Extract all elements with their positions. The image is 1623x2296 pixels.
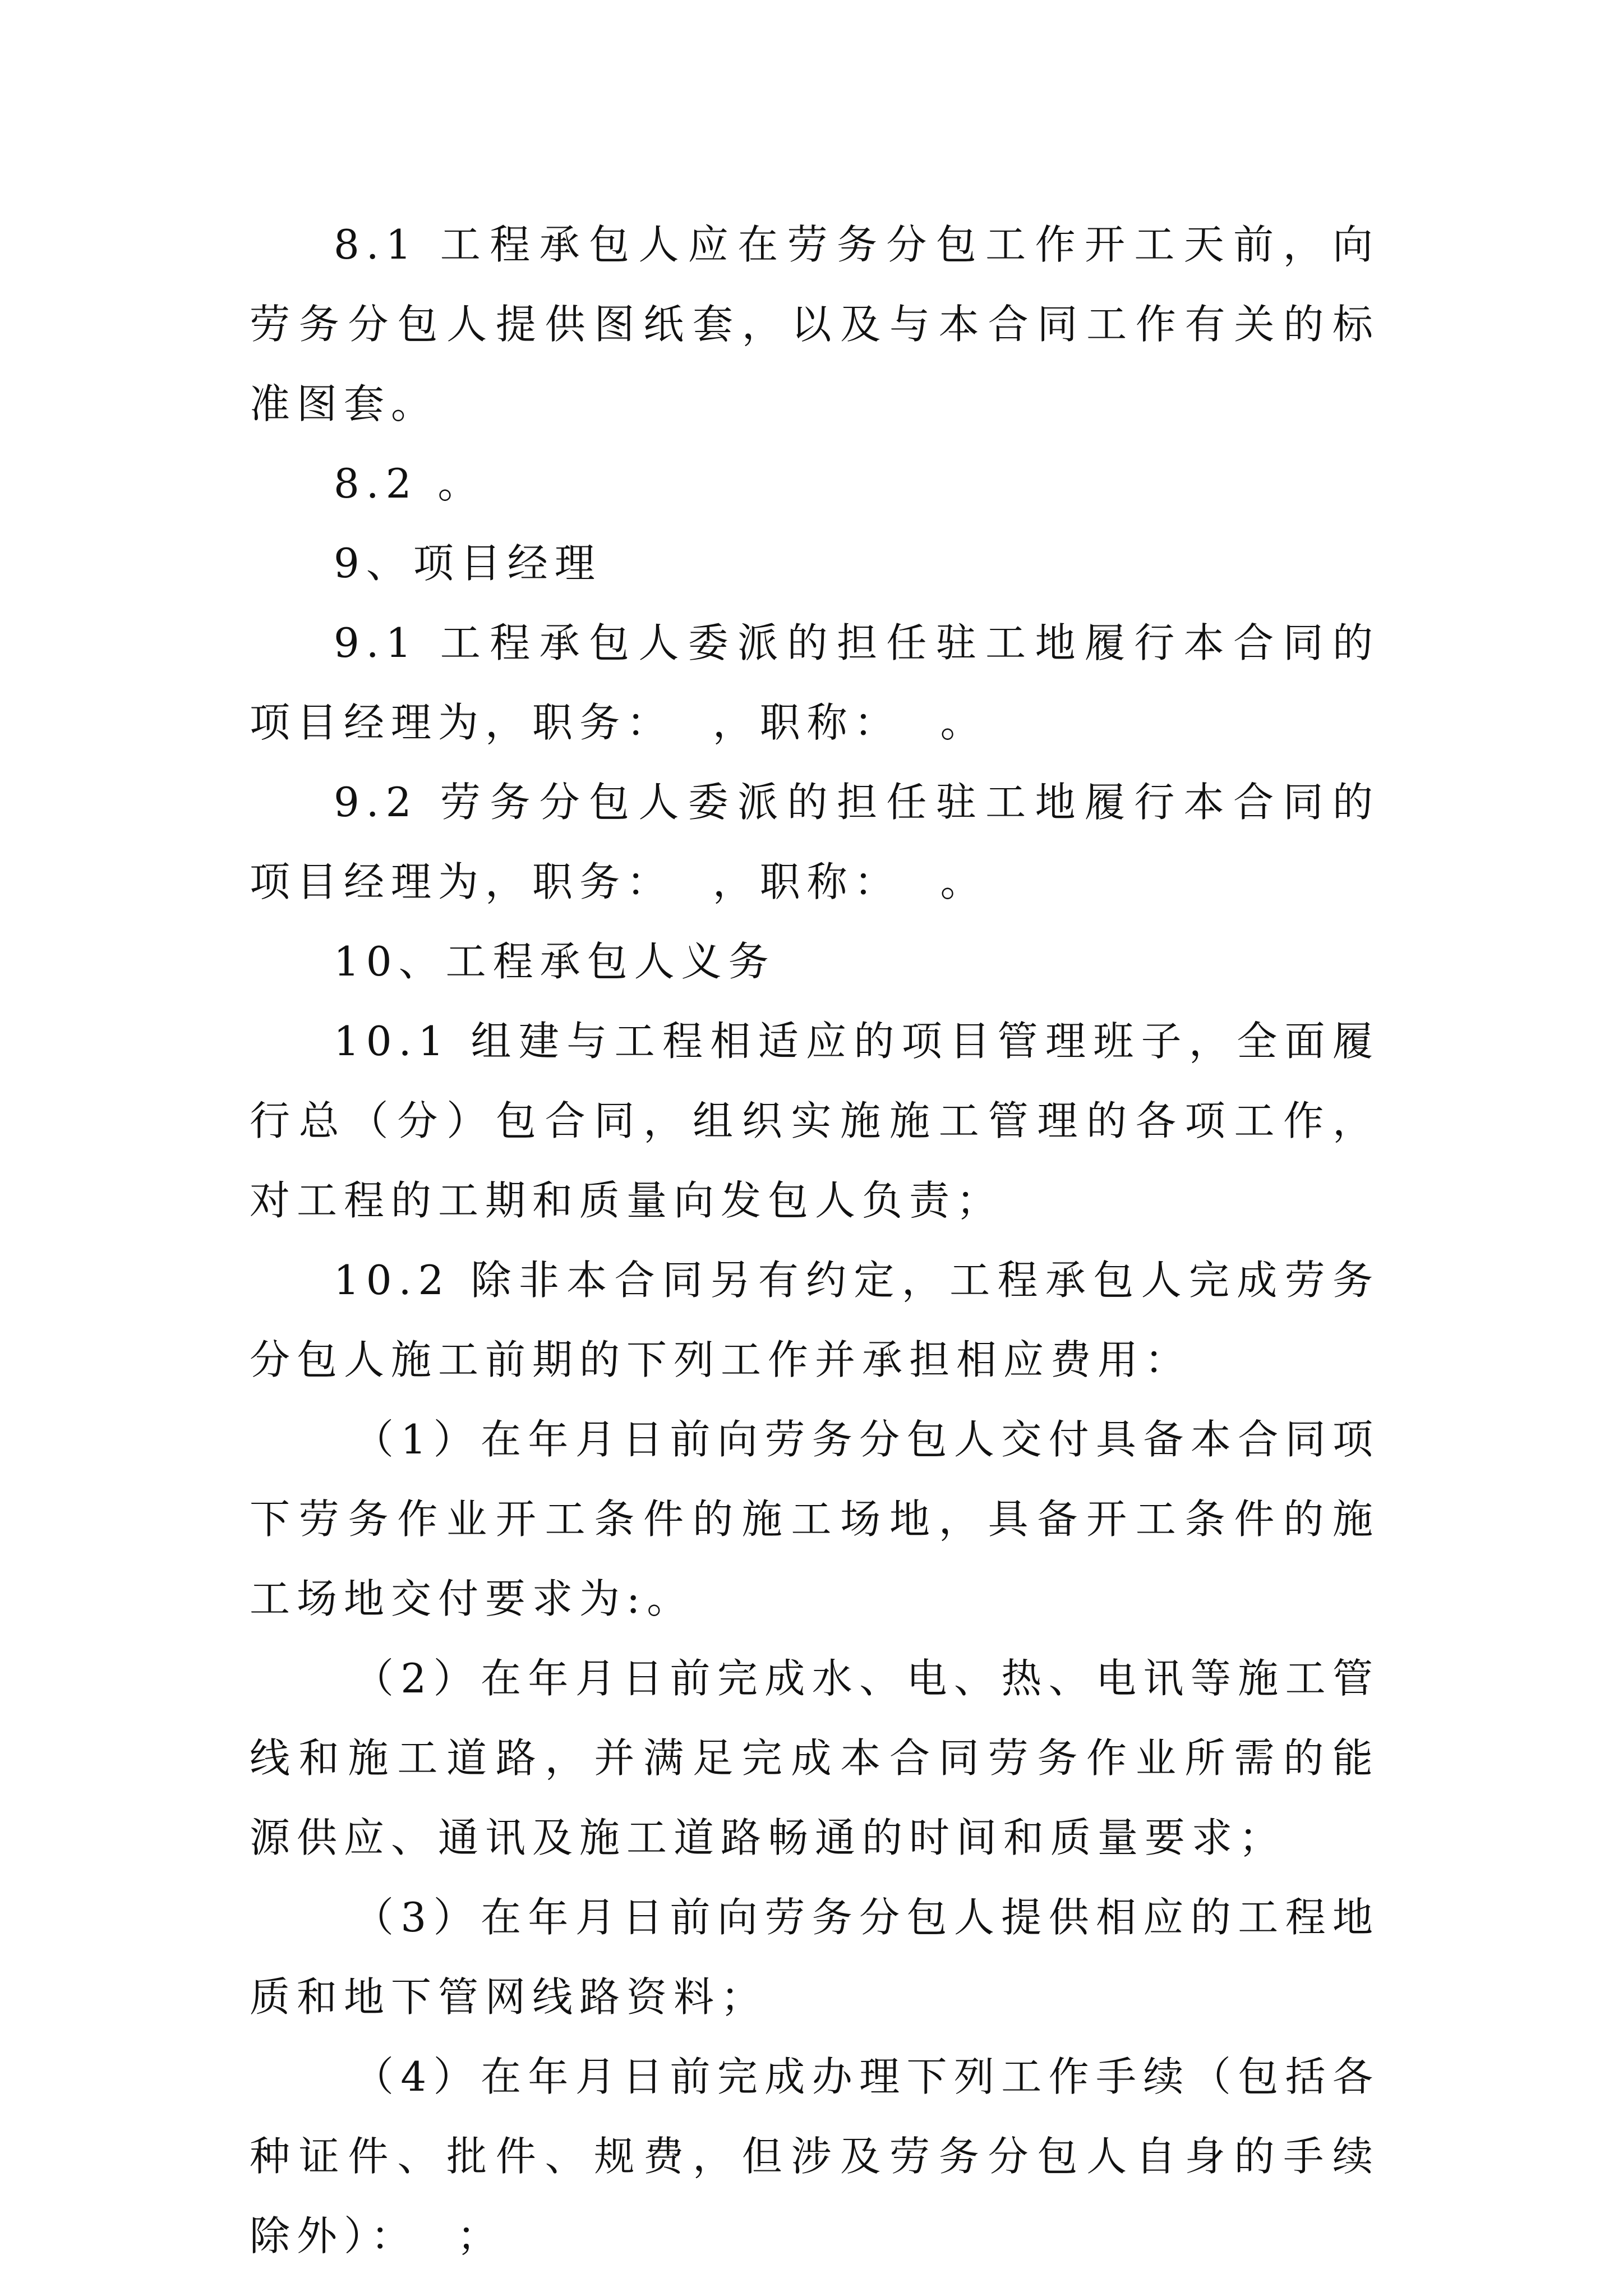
section-9-heading: 9、项目经理 (334, 540, 602, 587)
document-body (250, 205, 1380, 2276)
clause-10-2: 10.2 除非本合同另有约定，工程承包人完成劳务分包人施工前期的下列工作并承担相应费用： (250, 1257, 1380, 1383)
item-4: （4）在年月日前完成办理下列工作手续（包括各种证件、批件、规费，但涉及劳务分包人自身的手续除外）： ； (250, 2053, 1380, 2260)
item-1: （1）在年月日前向劳务分包人交付具备本合同项下劳务作业开工条件的施工场地，具备开工条件的施工场地交付要求为:。 (250, 1416, 1380, 1622)
section-10-heading: 10、工程承包人义务 (334, 938, 776, 985)
clause-9-2: 9.2 劳务分包人委派的担任驻工地履行本合同的项目经理为，职务： ，职称： 。 (250, 779, 1380, 905)
item-2: （2）在年月日前完成水、电、热、电讯等施工管线和施工道路，并满足完成本合同劳务作业所需的能源供应、通讯及施工道路畅通的时间和质量要求； (250, 1655, 1380, 1861)
clause-8-2: 8.2 。 (334, 460, 485, 507)
clause-8-1: 8.1 工程承包人应在劳务分包工作开工天前，向劳务分包人提供图纸套，以及与本合同工作有关的标准图套。 (250, 221, 1380, 427)
clause-10-1: 10.1 组建与工程相适应的项目管理班子，全面履行总（分）包合同，组织实施施工管理的各项工作，对工程的工期和质量向发包人负责； (250, 1018, 1380, 1224)
item-3: （3）在年月日前向劳务分包人提供相应的工程地质和地下管网线路资料； (250, 1894, 1380, 2021)
clause-9-1: 9.1 工程承包人委派的担任驻工地履行本合同的项目经理为，职务： ，职称： 。 (250, 619, 1380, 746)
